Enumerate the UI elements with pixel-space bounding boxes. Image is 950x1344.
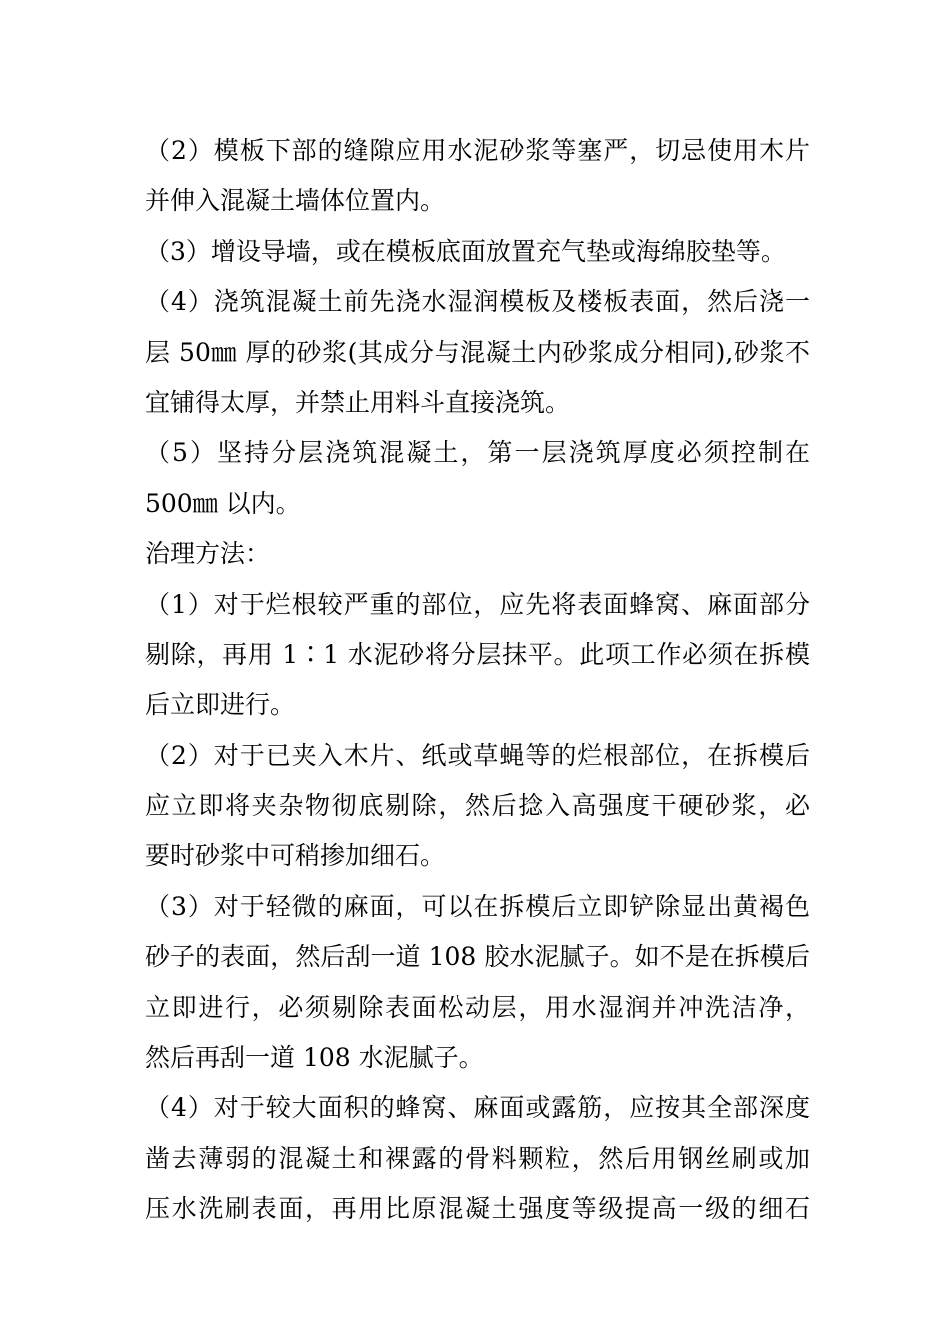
text-line: 剔除，再用 1∶1 水泥砂将分层抹平。此项工作必须在拆模 bbox=[145, 639, 810, 669]
text-line: （1）对于烂根较严重的部位，应先将表面蜂窝、麻面部分 bbox=[145, 589, 810, 619]
text-line: （4）对于较大面积的蜂窝、麻面或露筋，应按其全部深度 bbox=[145, 1093, 810, 1123]
text-line: 立即进行，必须剔除表面松动层，用水湿润并冲洗洁净， bbox=[145, 992, 810, 1022]
text-line: 应立即将夹杂物彻底剔除，然后捻入高强度干硬砂浆，必 bbox=[145, 791, 810, 821]
text-line: 并伸入混凝土墙体位置内。 bbox=[145, 186, 446, 216]
text-line: 然后再刮一道 108 水泥腻子。 bbox=[145, 1043, 484, 1073]
text-line: （3）对于轻微的麻面，可以在拆模后立即铲除显出黄褐色 bbox=[145, 891, 810, 921]
text-line: 后立即进行。 bbox=[145, 690, 296, 720]
text-line: 砂子的表面，然后刮一道 108 胶水泥腻子。如不是在拆模后 bbox=[145, 942, 810, 972]
text-line: 层 50㎜ 厚的砂浆(其成分与混凝土内砂浆成分相同),砂浆不 bbox=[145, 337, 810, 367]
text-line: （2）模板下部的缝隙应用水泥砂浆等塞严，切忌使用木片 bbox=[145, 136, 810, 165]
text-line: （3）增设导墙，或在模板底面放置充气垫或海绵胶垫等。 bbox=[145, 236, 786, 266]
text-line: （5）坚持分层浇筑混凝土，第一层浇筑厚度必须控制在 bbox=[145, 438, 810, 468]
text-line: 压水洗刷表面，再用比原混凝土强度等级提高一级的细石 bbox=[145, 1194, 810, 1224]
text-line: 治理方法： bbox=[145, 539, 271, 569]
text-line: （4）浇筑混凝土前先浇水湿润模板及楼板表面，然后浇一 bbox=[145, 287, 810, 317]
document-body bbox=[145, 126, 810, 1235]
text-line: 要时砂浆中可稍掺加细石。 bbox=[145, 841, 446, 871]
text-line: 宜铺得太厚，并禁止用料斗直接浇筑。 bbox=[145, 387, 571, 417]
text-line: （2）对于已夹入木片、纸或草蝇等的烂根部位，在拆模后 bbox=[145, 740, 810, 770]
text-line: 500㎜ 以内。 bbox=[145, 488, 301, 518]
text-line: 凿去薄弱的混凝土和裸露的骨料颗粒，然后用钢丝刷或加 bbox=[145, 1143, 810, 1173]
